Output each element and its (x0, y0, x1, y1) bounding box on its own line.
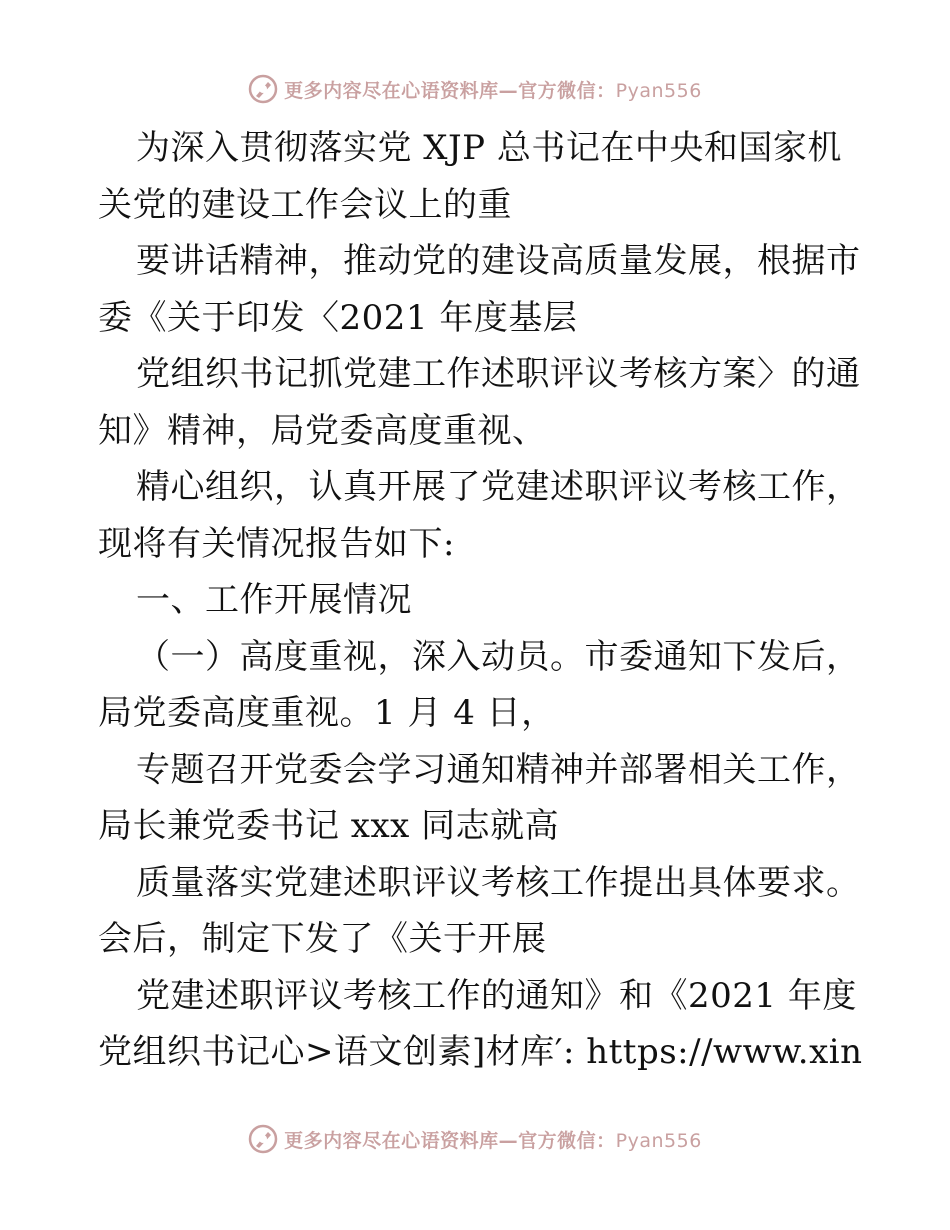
paragraph-1 (98, 120, 858, 233)
paragraph-line: 质量落实党建述职评议考核工作提出具体要求。 (136, 862, 861, 903)
paragraph-7 (98, 855, 861, 968)
paragraph-line: （一）高度重视，深入动员。市委通知下发后， (136, 636, 861, 677)
paragraph-line: 会后，制定下发了《关于开展 (98, 919, 547, 959)
paragraph-line: 党组织书记抓党建工作述职评议考核方案〉的通 (136, 354, 861, 394)
paragraph-line: 要讲话精神，推动党的建设高质量发展，根据市 (136, 241, 861, 281)
paragraph-line: 委《关于印发〈2021 年度基层 (98, 297, 578, 338)
paragraph-4 (98, 459, 861, 572)
watermark-account: Pyan556 (615, 1129, 702, 1152)
paragraph-6 (98, 742, 861, 855)
footer-watermark (0, 1122, 950, 1156)
paragraph-line: 党建述职评议考核工作的通知》和《2021 年度 (136, 975, 857, 1016)
paragraph-line: 现将有关情况报告如下: (98, 523, 455, 564)
paragraph-line: 专题召开党委会学习通知精神并部署相关工作， (136, 749, 861, 790)
section-heading (98, 572, 858, 629)
paragraph-5 (98, 629, 861, 742)
watermark-account: Pyan556 (615, 79, 702, 102)
paragraph-line: 一、工作开展情况 (136, 580, 412, 620)
paragraph-line: 局长兼党委书记 xxx 同志就高 (98, 806, 560, 846)
paragraph-line: 为深入贯彻落实党 XJP 总书记在中央和国家机 (136, 128, 842, 168)
document-body (98, 120, 863, 1081)
paragraph-line: 知》精神，局党委高度重视、 (98, 410, 547, 451)
paragraph-8 (98, 968, 863, 1081)
paragraph-line: 党组织书记心>语文创素]材库′: https://www.xin (98, 1032, 863, 1072)
paragraph-line: 局党委高度重视。1 月 4 日， (98, 693, 556, 733)
header-watermark (0, 72, 950, 106)
pen-logo-icon (248, 74, 278, 104)
watermark-text: 更多内容尽在心语资料库—官方微信：Pyan556 (284, 79, 702, 102)
watermark-text: 更多内容尽在心语资料库—官方微信：Pyan556 (284, 1129, 702, 1152)
paragraph-line: 精心组织，认真开展了党建述职评议考核工作， (136, 467, 861, 507)
paragraph-3 (98, 346, 861, 459)
pen-logo-icon (248, 1124, 278, 1154)
paragraph-line: 关党的建设工作会议上的重 (98, 184, 512, 225)
paragraph-2 (98, 233, 861, 346)
